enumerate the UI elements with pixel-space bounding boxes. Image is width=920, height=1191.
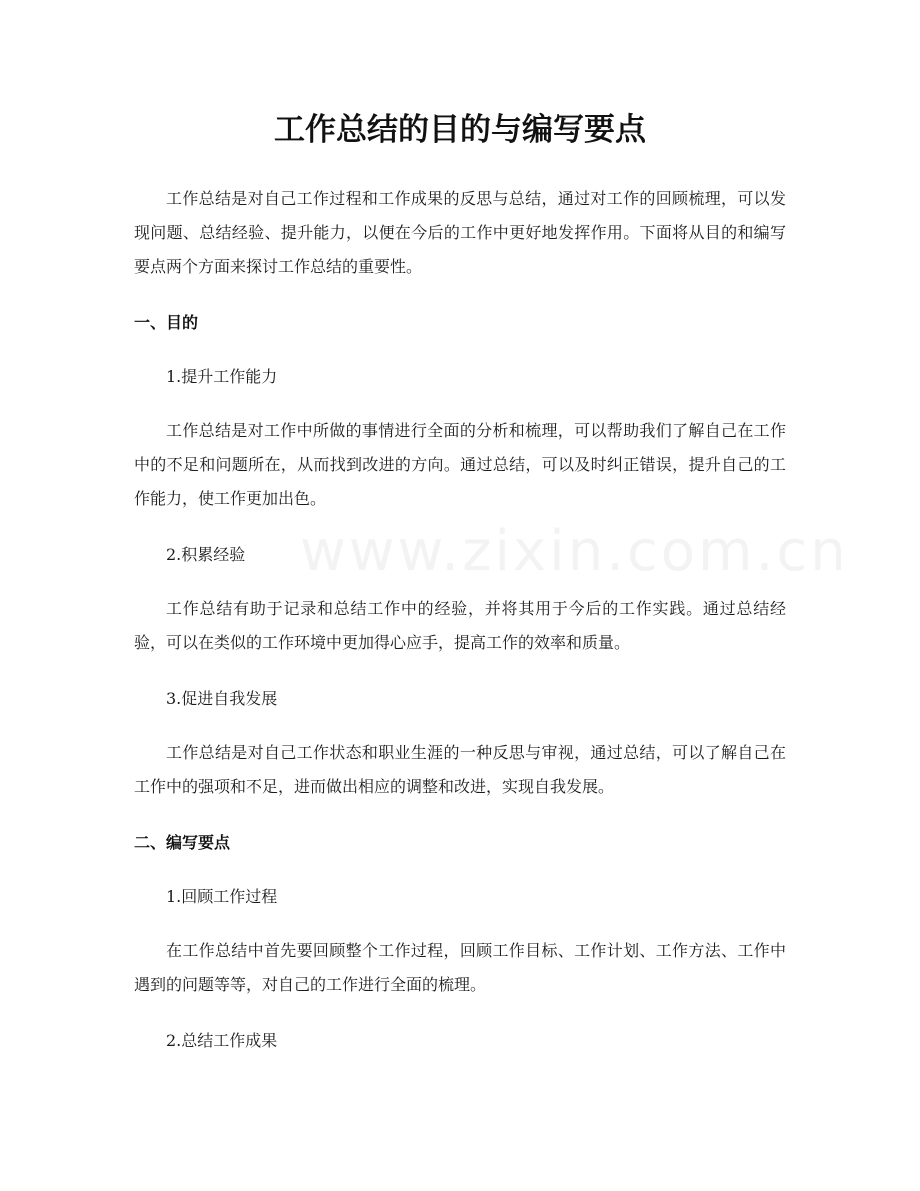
- subheading: 3.促进自我发展: [166, 689, 278, 708]
- section-heading: 一、目的: [134, 313, 199, 332]
- section-writing-points: [134, 826, 786, 1058]
- paragraph: 工作总结是对工作中所做的事情进行全面的分析和梳理，可以帮助我们了解自己在工作中的不足和问题所在，从而找到改进的方向。通过总结，可以及时纠正错误，提升自己的工作能力，使工作更加出色。: [134, 421, 786, 508]
- subheading: 1.回顾工作过程: [166, 887, 278, 906]
- document-title: 工作总结的目的与编写要点: [274, 112, 646, 148]
- paragraph: 工作总结有助于记录和总结工作中的经验，并将其用于今后的工作实践。通过总结经验，可以在类似的工作环境中更加得心应手，提高工作的效率和质量。: [134, 599, 786, 652]
- watermark: www.zixin.com.cn: [300, 519, 849, 584]
- paragraph: 工作总结是对自己工作状态和职业生涯的一种反思与审视，通过总结，可以了解自己在工作中的强项和不足，进而做出相应的调整和改进，实现自我发展。: [134, 743, 786, 796]
- subheading: 1.提升工作能力: [166, 367, 278, 386]
- section-heading: 二、编写要点: [134, 833, 231, 852]
- section-purpose: [134, 306, 786, 804]
- paragraph: 在工作总结中首先要回顾整个工作过程，回顾工作目标、工作计划、工作方法、工作中遇到的问题等等，对自己的工作进行全面的梳理。: [134, 941, 786, 994]
- intro-paragraph: 工作总结是对自己工作过程和工作成果的反思与总结，通过对工作的回顾梳理，可以发现问题、总结经验、提升能力，以便在今后的工作中更好地发挥作用。下面将从目的和编写要点两个方面来探讨工作总结的重要性。: [134, 189, 786, 276]
- subheading: 2.总结工作成果: [166, 1031, 278, 1050]
- subheading: 2.积累经验: [166, 545, 246, 564]
- document-body: [134, 182, 786, 1078]
